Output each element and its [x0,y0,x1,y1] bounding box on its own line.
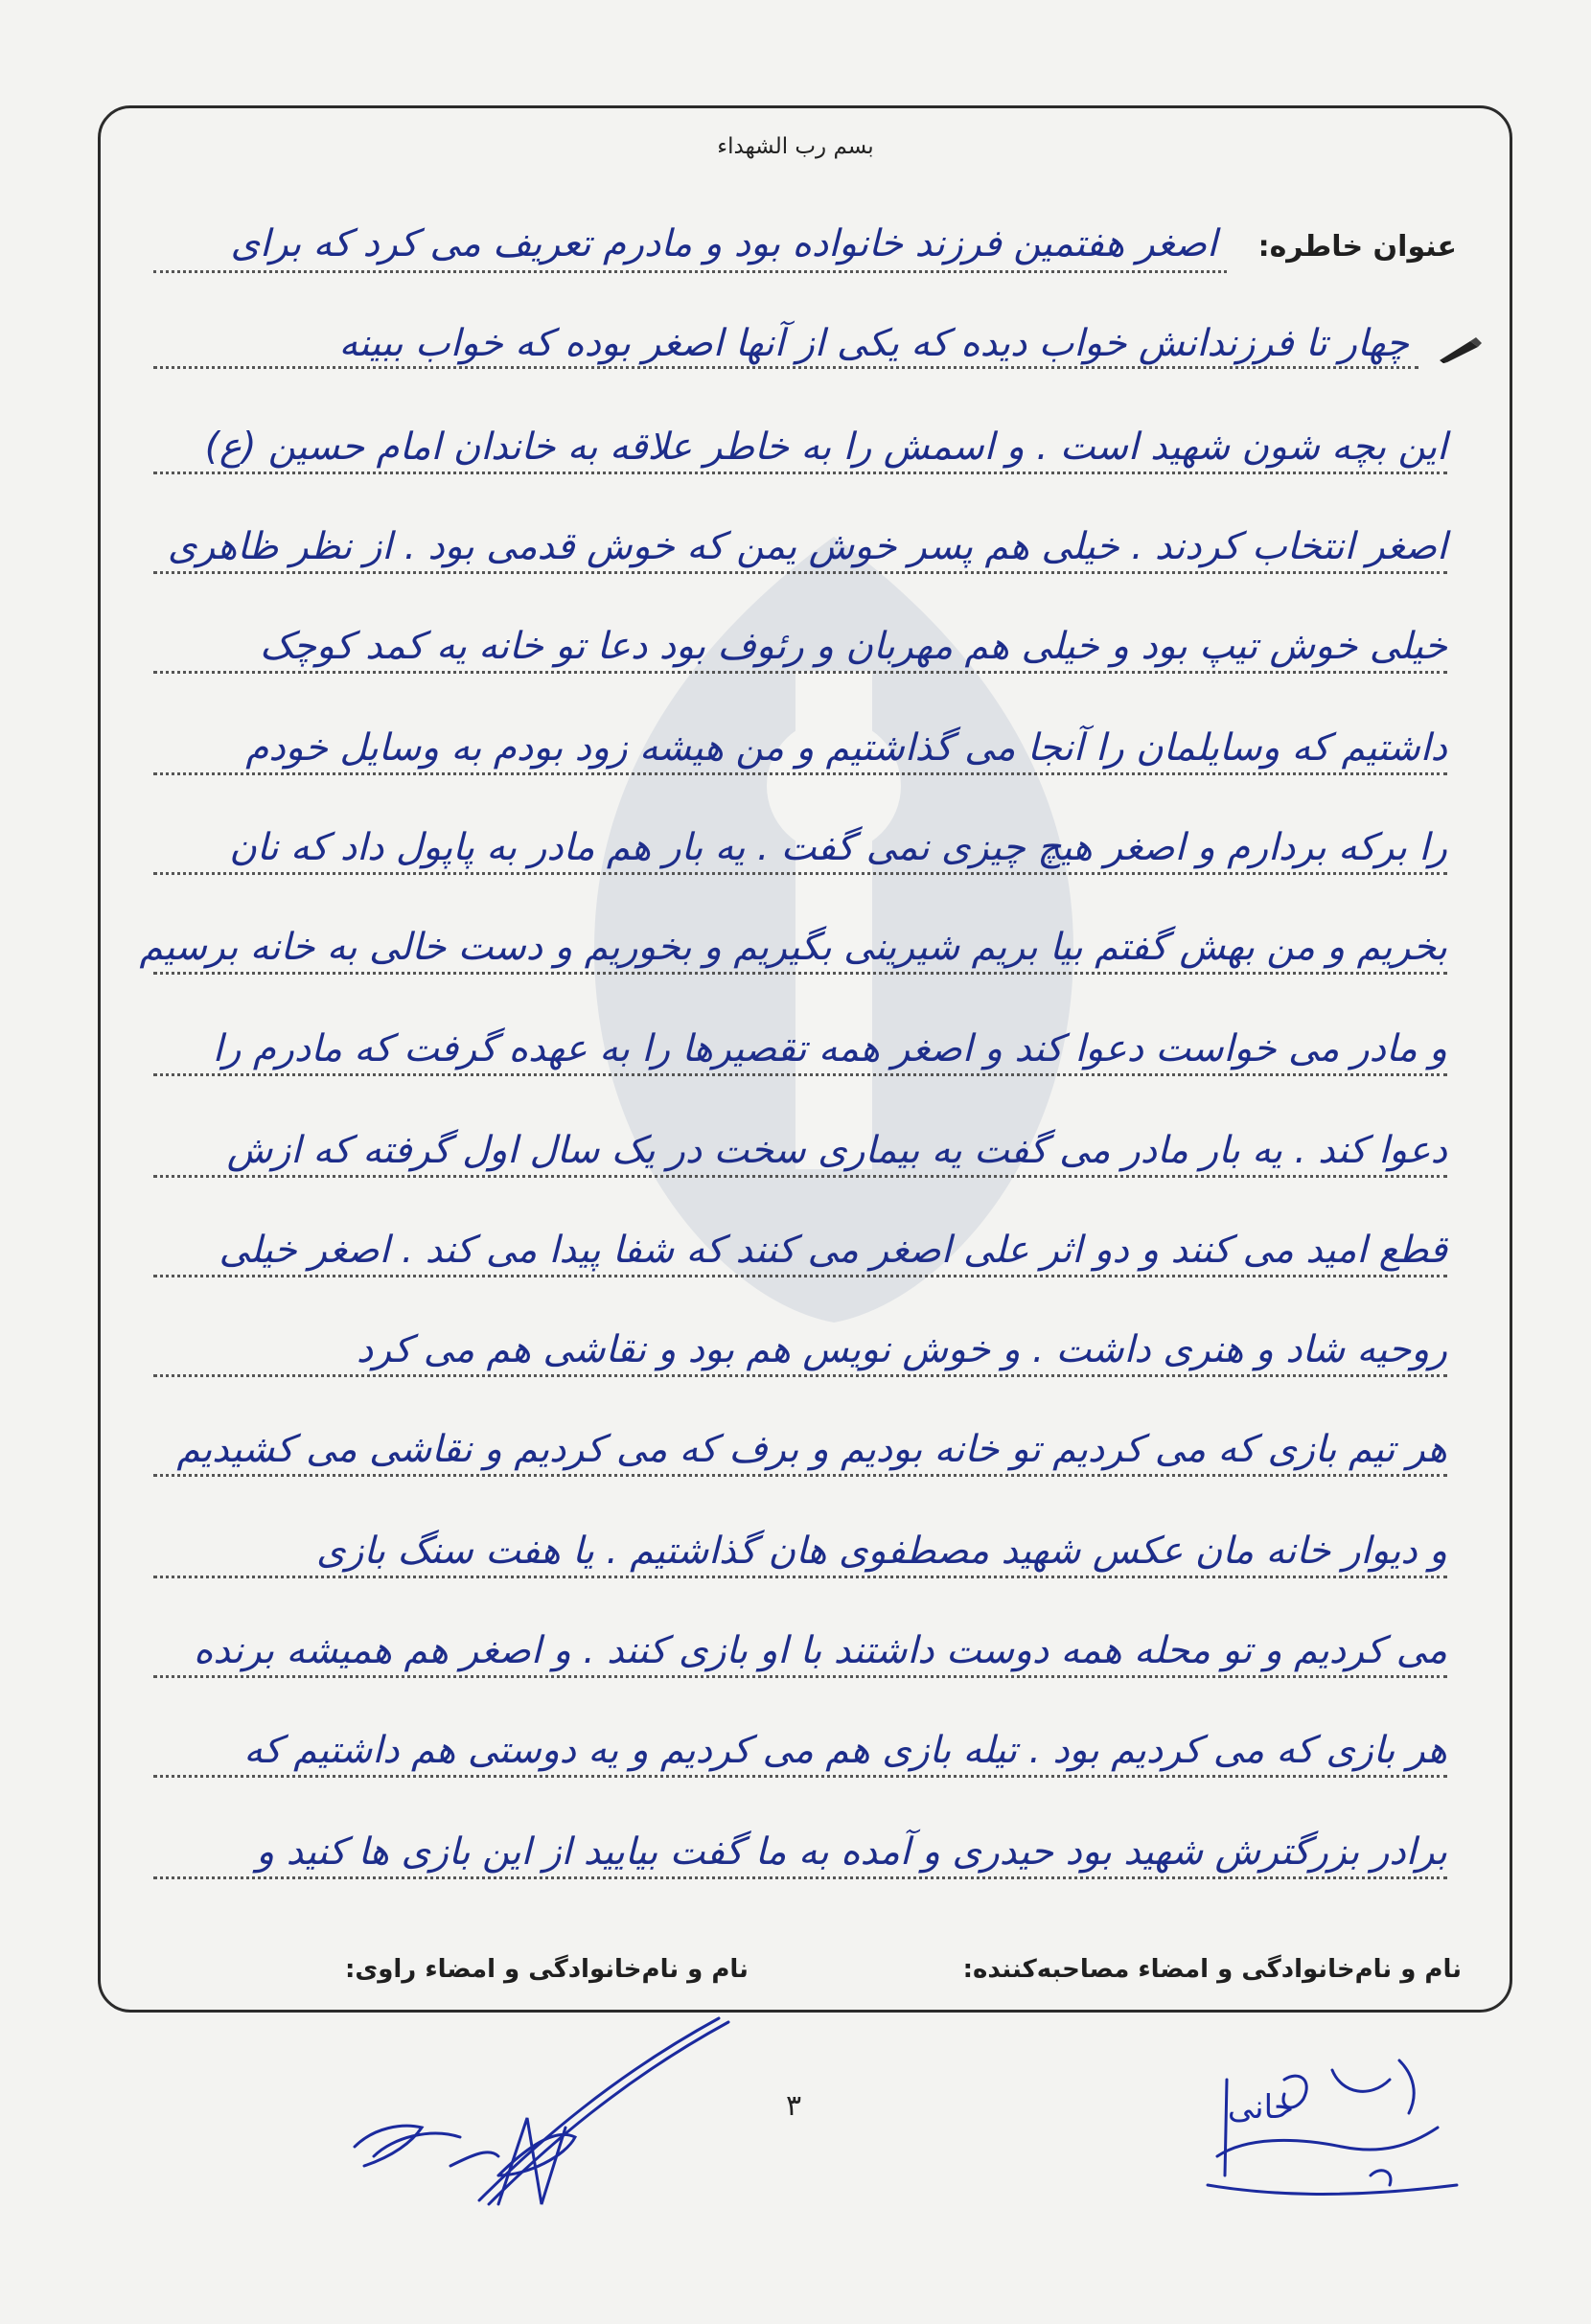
writing-line [153,1275,1447,1277]
narrator-signature-label: نام و نام‌خانوادگی و امضاء راوی: [345,1955,749,1984]
memory-title-label: عنوان خاطره: [1257,230,1457,264]
writing-line [153,270,1227,273]
handwritten-line: هر تیم بازی که می کردیم تو خانه بودیم و برف که می کردیم و نقاشی می کشیدیم [176,1428,1447,1471]
writing-line [153,571,1447,574]
writing-line [153,1374,1447,1377]
handwritten-line: داشتیم که وسایلمان را آنجا می گذاشتیم و من هیشه زود بودم به وسایل خودم [245,726,1447,770]
handwritten-line: و دیوار خانه مان عکس شهید مصطفوی هان گذاشتیم . یا هفت سنگ بازی [315,1530,1447,1573]
writing-line [153,1775,1447,1778]
handwritten-line: هر بازی که می کردیم بود . تیله بازی هم می کردیم و یه دوستی هم داشتیم که [243,1729,1447,1772]
page-header: بسم رب الشهداء [717,134,874,159]
interviewer-signature [1150,2041,1476,2214]
writing-line [153,671,1447,674]
handwritten-line: روحیه شاد و هنری داشت . و خوش نویس هم بود و نقاشی هم می کرد [356,1328,1447,1371]
writing-line [153,366,1418,369]
narrator-signature [335,2013,738,2223]
handwritten-line: اصغر هفتمین فرزند خانواده بود و مادرم تعریف می کرد که برای [230,222,1217,265]
pen-icon [1438,335,1484,364]
writing-line [153,1073,1447,1076]
handwritten-line: دعوا کند . یه بار مادر می گفت یه بیماری سخت در یک سال اول گرفته که ازش [226,1129,1447,1172]
writing-line [153,972,1447,975]
writing-line [153,1175,1447,1178]
writing-line [153,1675,1447,1678]
writing-line [153,472,1447,474]
handwritten-line: خیلی خوش تیپ بود و خیلی هم مهربان و رئوف بود دعا تو خانه یه کمد کوچک [259,625,1447,668]
writing-line [153,1576,1447,1578]
handwritten-line: چهار تا فرزندانش خواب دیده که یکی از آنها اصغر بوده که خواب ببینه [338,322,1409,365]
writing-line [153,1474,1447,1477]
svg-text:خانی: خانی [1227,2088,1294,2127]
writing-line [153,1876,1447,1879]
handwritten-line: می کردیم و تو محله همه دوست داشتند با او بازی کنند . و اصغر هم همیشه برنده [193,1629,1447,1672]
writing-line [153,872,1447,875]
handwritten-line: این بچه شون شهید است . و اسمش را به خاطر علاقه به خاندان امام حسین (ع) [204,426,1447,469]
handwritten-line: قطع امید می کنند و دو اثر علی اصغر می کنند که شفا پیدا می کند . اصغر خیلی [219,1229,1447,1272]
handwritten-line: را برکه بردارم و اصغر هیچ چیزی نمی گفت . یه بار هم مادر به پاپول داد که نان [229,826,1447,869]
writing-line [153,772,1447,775]
interviewer-signature-label: نام و نام‌خانوادگی و امضاء مصاحبه‌کننده: [962,1955,1462,1984]
handwritten-line: بخریم و من بهش گفتم بیا بریم شیرینی بگیریم و بخوریم و دست خالی به خانه برسیم [139,926,1447,969]
handwritten-line: و مادر می خواست دعوا کند و اصغر همه تقصیرها را به عهده گرفت که مادرم را [212,1027,1447,1070]
handwritten-line: برادر بزرگترش شهید بود حیدری و آمده به ما گفت بیایید از این بازی ها کنید و [256,1830,1447,1874]
handwritten-line: اصغر انتخاب کردند . خیلی هم پسر خوش یمن که خوش قدمی بود . از نظر ظاهری [167,525,1447,568]
page-number: ۳ [786,2089,802,2123]
